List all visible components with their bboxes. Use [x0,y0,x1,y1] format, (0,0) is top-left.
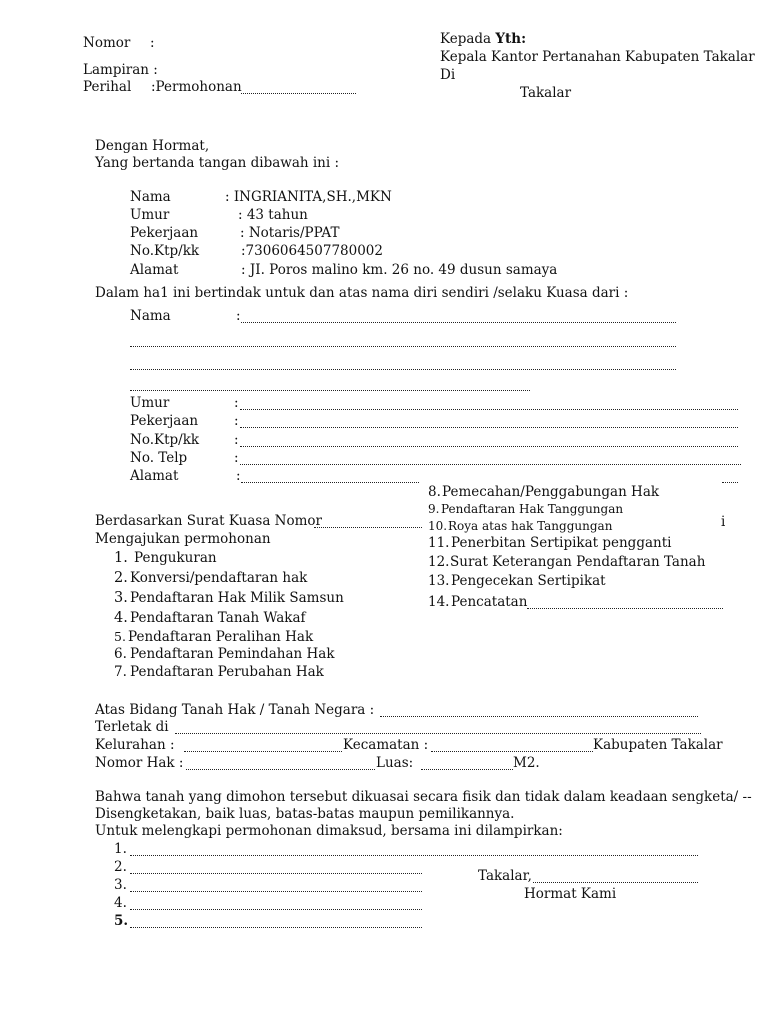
service-3-num: 3. [114,590,128,606]
service-8-label: Pemecahan/Penggabungan Hak [442,484,660,500]
proxy-blank-ktp [240,446,738,447]
applicant-label-ktp: No.Ktp/kk [130,243,200,259]
perihal-blank [241,93,356,94]
statement-line-1: Bahwa tanah yang dimohon tersebut dikuasai secara fisik dan tidak dalam keadaan sengketa/ -- [95,789,752,805]
service-4-num: 4. [114,610,128,626]
service-11-num: 11. [428,535,450,551]
attachment-1-blank [130,855,698,856]
service-9-num: 9. [428,502,440,516]
service-8-num: 8. [428,484,441,500]
kuasa-number-blank [314,527,422,528]
land-terletak-blank [175,733,701,734]
proxy-label-ktp: No.Ktp/kk [130,432,200,448]
service-10-label: Roya atas hak Tanggungan [448,519,613,533]
kuasa-line: Berdasarkan Surat Kuasa Nomor [95,513,322,529]
closing-place: Takalar, [478,868,532,884]
proxy-nama-blank-3 [130,369,676,370]
service-1-num: 1. [114,550,128,566]
kepada-text: Kepada [440,31,496,47]
proxy-blank-alamat [241,482,419,483]
service-7-label: Pendaftaran Perubahan Hak [130,664,324,680]
service-5-num: 5. [114,629,126,644]
proxy-blank-alamat-end [722,482,738,483]
service-9-label: Pendaftaran Hak Tanggungan [441,502,624,516]
attachment-1-num: 1. [114,841,127,857]
nomor-colon: : [150,35,155,51]
land-atas-blank [380,716,698,717]
proxy-blank-umur [240,409,738,410]
service-14-label: Pencatatan [451,594,528,610]
attachment-2-num: 2. [114,859,127,875]
applicant-label-pekerjaan: Pekerjaan [130,225,199,241]
proxy-colon-ktp: : [234,432,239,448]
applicant-label-alamat: Alamat [130,262,179,278]
proxy-colon-pekerjaan: : [234,413,239,429]
lampiran-label: Lampiran : [83,62,158,78]
service-12-num: 12. [428,554,450,570]
proxy-nama-colon: : [236,308,241,324]
land-kabupaten: Kabupaten Takalar [593,737,723,753]
land-kecamatan-blank [431,751,593,752]
service-7-num: 7. [114,664,127,680]
statement-line-2: Disengketakan, baik luas, batas-batas maupun pemilikannya. [95,806,515,822]
land-terletak: Terletak di [95,719,169,735]
proxy-nama-label: Nama [130,308,171,324]
proxy-blank-pekerjaan [240,427,738,428]
land-m2: M2. [513,755,540,771]
attachment-3-num: 3. [114,877,127,893]
attachment-4-blank [130,909,422,910]
kuasa-trailing: i [721,514,726,530]
closing-regards: Hormat Kami [524,886,617,902]
service-6-num: 6. [114,646,127,662]
recipient-kepada [440,33,526,47]
greeting: Dengan Hormat, [95,138,210,154]
pencatatan-blank [527,608,723,609]
service-1-label: Pengukuran [134,550,217,566]
land-atas: Atas Bidang Tanah Hak / Tanah Negara : [95,702,375,718]
proxy-colon-telp: : [234,450,239,466]
service-10-num: 10. [428,519,448,533]
proxy-intro: Dalam ha1 ini bertindak untuk dan atas nama diri sendiri /selaku Kuasa dari : [95,285,629,301]
proxy-nama-blank-4 [130,390,530,391]
service-4-label: Pendaftaran Tanah Wakaf [130,610,306,626]
land-kelurahan-blank [184,751,342,752]
land-kelurahan: Kelurahan : [95,737,175,753]
applicant-label-umur: Umur [130,207,170,223]
proxy-nama-blank-2 [130,346,676,347]
land-nomor-hak: Nomor Hak : [95,755,184,771]
land-nomor-hak-blank [186,769,375,770]
applicant-value-pekerjaan: : Notaris/PPAT [240,225,340,241]
attachment-2-blank [130,873,422,874]
recipient-name: Kepala Kantor Pertanahan Kabupaten Takalar [440,49,755,65]
land-kecamatan: Kecamatan : [343,737,429,753]
applicant-value-alamat: : JI. Poros malino km. 26 no. 49 dusun samaya [241,262,558,278]
proxy-label-umur: Umur [130,395,170,411]
closing-date-blank [533,882,698,883]
recipient-di: Di [440,67,456,83]
service-13-num: 13. [428,573,450,589]
proxy-nama-blank [241,322,676,323]
service-2-label: Konversi/pendaftaran hak [130,570,308,586]
mengajukan-text: Mengajukan permohonan [95,531,271,547]
applicant-value-ktp: :7306064507780002 [241,243,383,259]
perihal-value: :Permohonan [151,79,242,95]
proxy-colon-umur: : [234,395,239,411]
service-2-num: 2. [114,570,128,586]
service-5-label: Pendaftaran Peralihan Hak [128,629,314,645]
applicant-label-nama: Nama [130,189,171,205]
intro-text: Yang bertanda tangan dibawah ini : [95,155,340,171]
service-13-label: Pengecekan Sertipikat [451,573,606,589]
service-11-label: Penerbitan Sertipikat pengganti [451,535,672,551]
recipient-city: Takalar [520,85,572,101]
applicant-value-umur: : 43 tahun [238,207,308,223]
service-12-label: Surat Keterangan Pendaftaran Tanah [450,554,706,570]
attachment-4-num: 4. [114,895,127,911]
service-14-num: 14. [428,594,450,610]
proxy-label-alamat: Alamat [130,468,179,484]
service-3-label: Pendaftaran Hak Milik Samsun [130,590,344,606]
applicant-value-nama: : INGRIANITA,SH.,MKN [225,189,392,205]
land-luas-blank [421,769,513,770]
nomor-label: Nomor [83,35,131,51]
perihal-label: Perihal [83,79,132,95]
proxy-blank-telp [240,464,741,465]
proxy-label-pekerjaan: Pekerjaan [130,413,199,429]
yth-text: Yth: [495,31,527,47]
attachment-3-blank [130,891,422,892]
attachment-5-blank [130,927,422,928]
proxy-colon-alamat: : [236,468,241,484]
proxy-label-telp: No. Telp [130,450,188,466]
attachment-5-num: 5. [114,913,129,929]
statement-line-3: Untuk melengkapi permohonan dimaksud, bersama ini dilampirkan: [95,823,563,839]
land-luas: Luas: [376,755,414,771]
service-6-label: Pendaftaran Pemindahan Hak [130,646,335,662]
